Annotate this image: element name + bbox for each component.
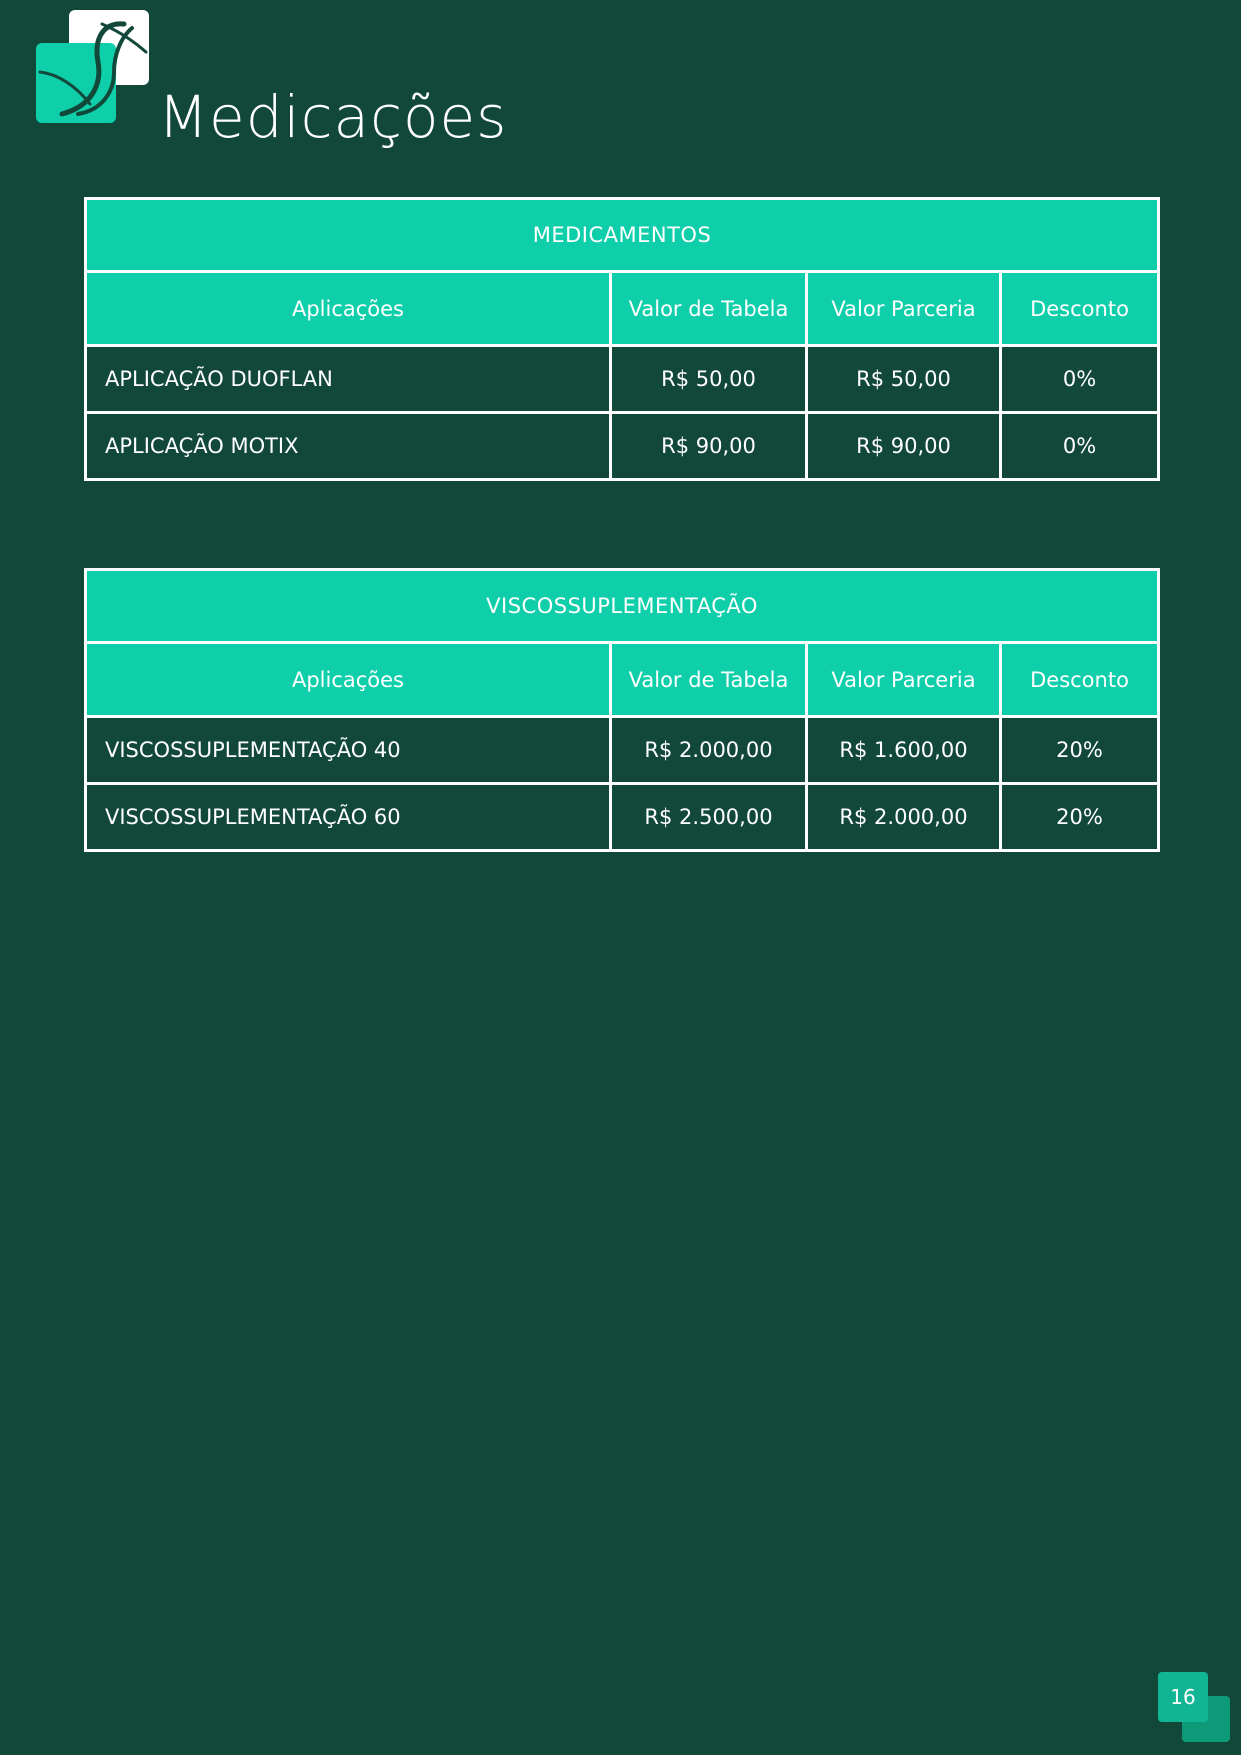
page-number: 16 bbox=[1158, 1672, 1208, 1722]
table-cell: 0% bbox=[1001, 413, 1159, 480]
viscossuplementacao-table bbox=[84, 568, 1160, 852]
table-header-row bbox=[86, 643, 1159, 717]
column-header: Desconto bbox=[1001, 272, 1159, 346]
table-row bbox=[86, 784, 1159, 851]
medicamentos-table bbox=[84, 197, 1160, 481]
logo-mark-icon bbox=[36, 10, 151, 125]
table-row bbox=[86, 346, 1159, 413]
column-header: Aplicações bbox=[86, 272, 611, 346]
page-title: Medicações bbox=[158, 83, 508, 151]
table-title: MEDICAMENTOS bbox=[86, 199, 1159, 272]
table-row bbox=[86, 717, 1159, 784]
column-header: Aplicações bbox=[86, 643, 611, 717]
column-header: Desconto bbox=[1001, 643, 1159, 717]
table-row bbox=[86, 413, 1159, 480]
table-cell: R$ 50,00 bbox=[807, 346, 1001, 413]
table-title-row bbox=[86, 199, 1159, 272]
table-cell: R$ 50,00 bbox=[611, 346, 807, 413]
table-header-row bbox=[86, 272, 1159, 346]
column-header: Valor de Tabela bbox=[611, 272, 807, 346]
table-cell: APLICAÇÃO DUOFLAN bbox=[86, 346, 611, 413]
table-cell: 20% bbox=[1001, 717, 1159, 784]
table-cell: R$ 1.600,00 bbox=[807, 717, 1001, 784]
table-cell: 20% bbox=[1001, 784, 1159, 851]
table-cell: R$ 90,00 bbox=[807, 413, 1001, 480]
table-cell: R$ 2.000,00 bbox=[611, 717, 807, 784]
table-cell: APLICAÇÃO MOTIX bbox=[86, 413, 611, 480]
table-cell: VISCOSSUPLEMENTAÇÃO 60 bbox=[86, 784, 611, 851]
table-cell: VISCOSSUPLEMENTAÇÃO 40 bbox=[86, 717, 611, 784]
page-number-badge bbox=[1158, 1672, 1232, 1744]
column-header: Valor de Tabela bbox=[611, 643, 807, 717]
table-cell: R$ 2.500,00 bbox=[611, 784, 807, 851]
table-title-row bbox=[86, 570, 1159, 643]
logo bbox=[36, 10, 508, 155]
column-header: Valor Parceria bbox=[807, 272, 1001, 346]
table-cell: 0% bbox=[1001, 346, 1159, 413]
column-header: Valor Parceria bbox=[807, 643, 1001, 717]
table-cell: R$ 2.000,00 bbox=[807, 784, 1001, 851]
table-title: VISCOSSUPLEMENTAÇÃO bbox=[86, 570, 1159, 643]
table-cell: R$ 90,00 bbox=[611, 413, 807, 480]
